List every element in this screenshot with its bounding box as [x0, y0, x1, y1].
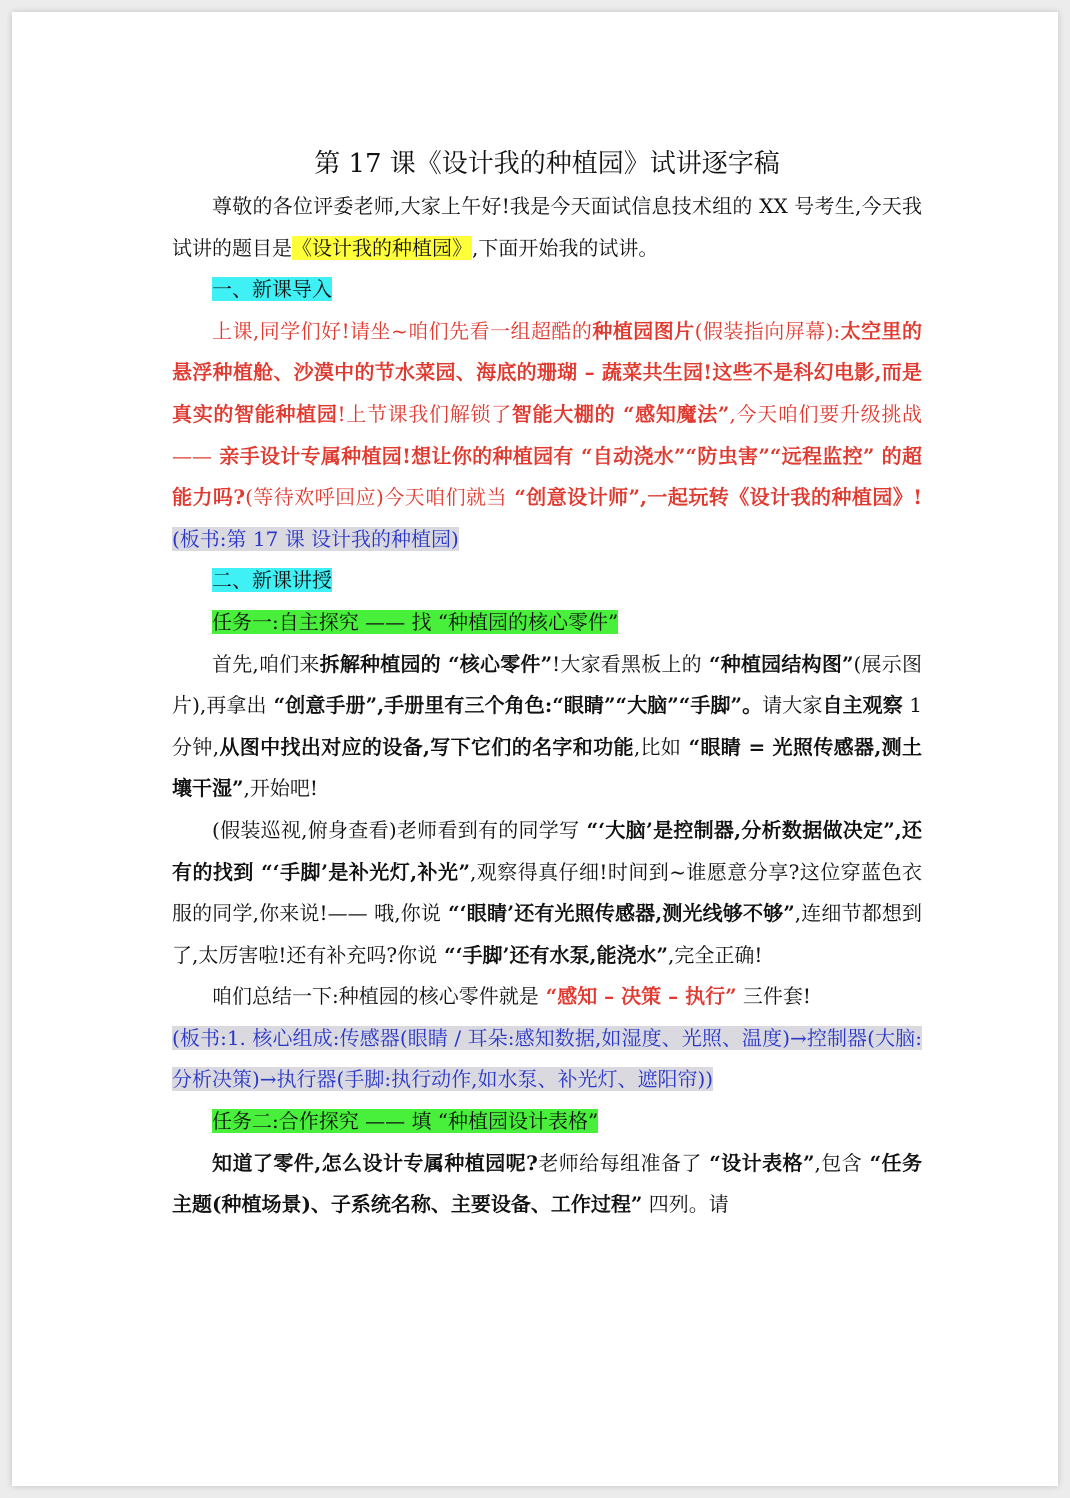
- bold-run: “‘眼睛’还有光照传感器,测光线够不够”: [441, 901, 795, 926]
- text-run: (假装巡视,俯身查看)老师看到有的同学写: [212, 817, 580, 842]
- text-run: !上节课我们解锁了: [337, 401, 512, 426]
- task1-paragraph-1: [172, 644, 922, 810]
- document-body: [172, 142, 922, 1226]
- bold-run: 智能大棚的 “感知魔法”: [511, 401, 730, 426]
- task1-heading: [172, 602, 922, 644]
- board-note-paragraph: [172, 1018, 922, 1101]
- document-page: [12, 12, 1058, 1486]
- text-run: 四列。请: [642, 1192, 729, 1217]
- document-title: 第 17 课《设计我的种植园》试讲逐字稿: [314, 149, 780, 179]
- board-note: (板书:第 17 课 设计我的种植园): [172, 526, 459, 551]
- text-run: 请大家: [762, 693, 823, 718]
- text-run: ,包含: [814, 1150, 863, 1175]
- bold-run: “‘大脑’是控制器,分析数据做决定”,还有的找到 “‘手脚’是补光灯,补光”: [172, 817, 922, 884]
- intro-text-end: ,下面开始我的试讲。: [472, 235, 659, 260]
- bold-run: “创意手册”,手册里有三个角色:“眼睛”“大脑”“手脚”。: [266, 693, 763, 718]
- intro-text: 尊敬的各位评委老师,大家上午好!我是今天面试信息技术组的 XX 号考生,今天我试讲的题目是: [172, 194, 922, 260]
- text-run: 1 分钟,: [172, 693, 923, 759]
- bold-run: “眼睛 = 光照传感器,测土壤干湿”: [172, 734, 922, 801]
- text-run: 上课,同学们好!请坐~咱们先看一组超酷的: [212, 318, 593, 343]
- intro-red-paragraph: [172, 311, 922, 561]
- text-run: 首先,咱们来: [212, 651, 320, 676]
- text-run: ,连细节都想到了,太厉害啦!还有补充吗?你说: [172, 901, 923, 967]
- bold-red-run: “感知 – 决策 – 执行”: [538, 984, 737, 1009]
- bold-run: “‘手脚’还有水泵,能浇水”: [437, 942, 668, 967]
- section-heading-teach: [172, 560, 922, 602]
- bold-run: 知道了零件,怎么设计专属种植园呢?: [212, 1150, 538, 1175]
- task2-paragraph-1: [172, 1143, 922, 1226]
- text-run: 老师给每组准备了: [537, 1150, 702, 1175]
- text-run: ,今天咱们要升级挑战 ——: [172, 401, 923, 468]
- section-heading-text: 一、新课导入: [212, 277, 332, 302]
- bold-run: 拆解种植园的 “核心零件”: [319, 651, 553, 676]
- section-heading-text: 二、新课讲授: [212, 568, 332, 593]
- text-run: (展示图片),再拿出: [172, 651, 922, 718]
- task2-heading: [172, 1101, 922, 1143]
- bold-run: 自主观察: [822, 693, 903, 718]
- bold-run: 从图中找出对应的设备,写下它们的名字和功能: [219, 734, 634, 759]
- text-run: ,完全正确!: [667, 942, 763, 967]
- lesson-title-highlight: 《设计我的种植园》: [292, 235, 472, 260]
- bold-run: “种植园结构图”: [701, 651, 854, 676]
- bold-run: 太空里的悬浮种植舱、沙漠中的节水菜园、海底的珊瑚 – 蔬菜共生园!这些不是科幻电影,而是真实的智能种植园: [172, 318, 923, 426]
- intro-paragraph: [172, 186, 922, 269]
- text-run: ,开始吧!: [243, 776, 318, 801]
- task1-paragraph-2: [172, 810, 922, 976]
- bold-run: 亲手设计专属种植园!想让你的种植园有 “自动浇水”“防虫害”“远程监控” 的超能力吗?: [172, 443, 922, 510]
- bold-run: “任务主题(种植场景)、子系统名称、主要设备、工作过程”: [172, 1150, 923, 1217]
- text-run: (等待欢呼回应)今天咱们就当: [245, 485, 507, 510]
- task1-paragraph-3: [172, 976, 922, 1018]
- text-run: 咱们总结一下:种植园的核心零件就是: [212, 984, 539, 1009]
- bold-run: 种植园图片: [592, 318, 695, 343]
- task-heading-text: 任务二:合作探究 —— 填 “种植园设计表格”: [212, 1109, 599, 1134]
- text-run: !大家看黑板上的: [552, 651, 702, 676]
- section-heading-intro: [172, 269, 922, 311]
- task-heading-text: 任务一:自主探究 —— 找 “种植园的核心零件”: [212, 609, 619, 634]
- board-note: (板书:1. 核心组成:传感器(眼睛 / 耳朵:感知数据,如湿度、光照、温度)→控制器(大脑:分析决策)→执行器(手脚:执行动作,如水泵、补光灯、遮阳帘)): [172, 1025, 922, 1092]
- text-run: ,比如: [633, 734, 682, 759]
- text-run: ,观察得真仔细!时间到~谁愿意分享?这位穿蓝色衣服的同学,你来说!—— 哦,你说: [172, 859, 923, 926]
- text-run: 三件套!: [736, 984, 811, 1009]
- text-run: (假装指向屏幕):: [694, 318, 841, 343]
- bold-run: “设计表格”: [701, 1150, 815, 1175]
- bold-run: “创意设计师”,一起玩转《设计我的种植园》!: [506, 485, 923, 510]
